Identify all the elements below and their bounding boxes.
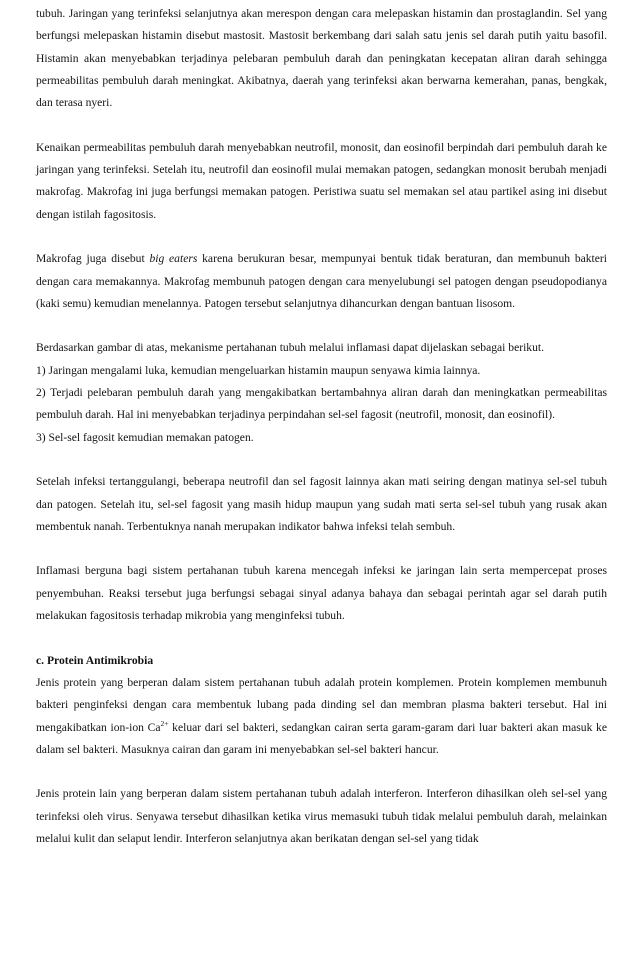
paragraph-inflammation-histamine: tubuh. Jaringan yang terinfeksi selanjutnya akan merespon dengan cara melepaskan histamin dan prostaglandin. Sel yang berfungsi melepaskan histamin disebut mastosit. Mastosit berkembang dari salah satu jenis sel darah putih yaitu basofil. Histamin akan menyebabkan terjadinya pelebaran pembuluh darah dan peningkatan kecepatan aliran darah sehingga permeabilitas pembuluh darah meningkat. Akibatnya, daerah yang terinfeksi akan berwarna kemerahan, panas, bengkak, dan terasa nyeri. xyxy=(36,7,607,110)
paragraph-mechanism-intro: Berdasarkan gambar di atas, mekanisme pertahanan tubuh melalui inflamasi dapat dijelaskan sebagai berikut. xyxy=(36,341,545,355)
paragraph-interferon: Jenis protein lain yang berperan dalam sistem pertahanan tubuh adalah interferon. Interferon dihasilkan oleh sel-sel yang terinfeksi oleh virus. Senyawa tersebut dihasilkan ketika virus memasuki tubuh tidak melalui pembuluh darah, melainkan melalui kulit dan selaput lendir. Interferon selanjutnya akan berikatan dengan sel-sel yang tidak xyxy=(36,787,607,845)
paragraph-gap xyxy=(36,315,607,337)
big-eaters-term: big eaters xyxy=(149,252,198,266)
list-item-1: 1) Jaringan mengalami luka, kemudian mengeluarkan histamin maupun senyawa kimia lainnya. xyxy=(36,363,481,377)
paragraph-complement-protein xyxy=(36,672,607,761)
paragraph-gap xyxy=(36,449,607,471)
macrophage-text-start: Makrofag juga disebut xyxy=(36,252,150,266)
list-item-3: 3) Sel-sel fagosit kemudian memakan patogen. xyxy=(36,430,254,444)
list-item-2: 2) Terjadi pelebaran pembuluh darah yang mengakibatkan bertambahnya aliran darah dan meningkatkan permeabilitas pembuluh darah. Hal ini menyebabkan terjadinya perpindahan sel-sel fagosit (neutrofil, monosit, dan eosinofil). xyxy=(36,386,607,422)
paragraph-gap xyxy=(36,627,607,649)
complement-text-end: keluar dari sel bakteri, sedangkan cairan serta garam-garam dari luar bakteri akan masuk ke dalam sel bakteri. Masuknya cairan dan garam ini menyebabkan sel-sel bakteri hancur. xyxy=(36,720,607,756)
paragraph-pus: Setelah infeksi tertanggulangi, beberapa neutrofil dan sel fagosit lainnya akan mati seiring dengan matinya sel-sel tubuh dan patogen. Setelah itu, sel-sel fagosit yang masih hidup maupun yang sudah mati serta sel-sel tubuh yang rusak akan membentuk nanah. Terbentuknya nanah merupakan indikator bahwa infeksi telah sembuh. xyxy=(36,475,607,533)
paragraph-gap xyxy=(36,538,607,560)
paragraph-macrophage xyxy=(36,248,607,315)
paragraph-permeability: Kenaikan permeabilitas pembuluh darah menyebabkan neutrofil, monosit, dan eosinofil berpindah dari pembuluh darah ke jaringan yang terinfeksi. Setelah itu, neutrofil dan eosinofil mulai memakan patogen, sedangkan monosit berubah menjadi makrofag. Makrofag ini juga berfungsi memakan patogen. Peristiwa suatu sel memakan sel atau partikel asing ini disebut dengan istilah fagositosis. xyxy=(36,140,607,221)
paragraph-gap xyxy=(36,761,607,783)
section-heading-antimicrobial-protein: c. Protein Antimikrobia xyxy=(36,653,154,667)
paragraph-inflammation-purpose: Inflamasi berguna bagi sistem pertahanan tubuh karena mencegah infeksi ke jaringan lain serta mempercepat proses penyembuhan. Reaksi tersebut juga berfungsi sebagai sinyal adanya bahaya dan sebagai perintah agar sel darah putih melakukan fagositosis terhadap mikrobia yang menginfeksi tubuh. xyxy=(36,564,607,623)
paragraph-gap xyxy=(36,114,607,136)
paragraph-gap xyxy=(36,226,607,248)
macrophage-text-end: karena berukuran besar, mempunyai bentuk tidak beraturan, dan membunuh bakteri dengan cara memakannya. Makrofag membunuh patogen dengan cara menyelubungi sel patogen dengan pseudopodianya (kaki semu) kemudian menelannya. Patogen tersebut selanjutnya dihancurkan dengan bantuan lisosom. xyxy=(36,252,608,310)
calcium-charge-superscript: 2+ xyxy=(160,718,169,728)
complement-text-start: Jenis protein yang berperan dalam sistem pertahanan tubuh adalah protein komplemen. Protein komplemen membunuh bakteri penginfeksi dengan cara membentuk lubang pada dinding sel dan membran plasma bakteri tersebut. Hal ini mengakibatkan ion-ion Ca xyxy=(36,675,607,734)
